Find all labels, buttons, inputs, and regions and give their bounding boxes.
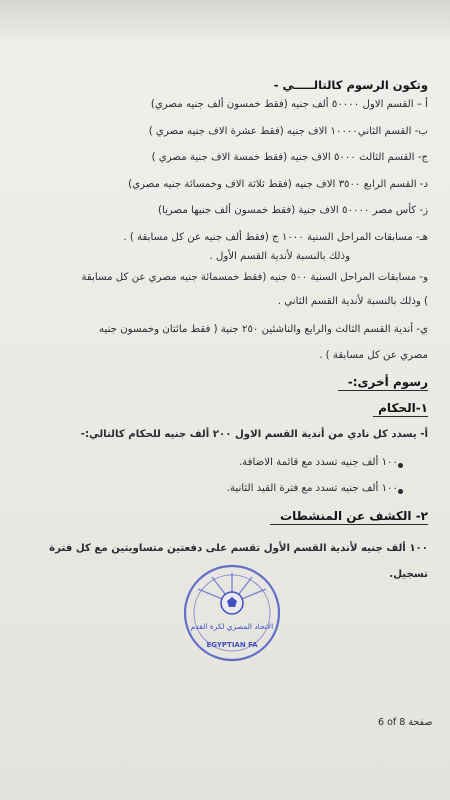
referees-title: ١-الحكام	[378, 401, 428, 415]
fee-line-8: و- مسابقات المراحل السنية ٥٠٠ جنيه (فقط خمسمائة جنيه مصري عن كل مسابقة	[81, 272, 428, 283]
stamp-english-text: EGYPTIAN FA	[206, 641, 258, 649]
doping-line-1: ١٠٠ ألف جنيه لأندية القسم الأول تقسم على دفعتين متساويتين مع كل فترة	[49, 543, 428, 554]
referees-underline	[373, 416, 428, 417]
referees-bullet-1: ١٠٠ ألف جنيه تسدد مع قائمة الاضافة.	[238, 457, 398, 468]
fee-line-2: ب- القسم الثاني١٠٠٠٠ الاف جنيه (فقط عشرة الاف جنيه مصري )	[148, 126, 428, 137]
other-fees-underline	[338, 390, 428, 391]
fee-line-6: هـ- مسابقات المراحل السنية ١٠٠٠ ج (فقط ألف جنيه عن كل مسابقة ) .	[123, 232, 428, 243]
fee-line-1: أ – القسم الاول ٥٠٠٠٠ ألف جنيه (فقط خمسون ألف جنيه مصري)	[150, 99, 428, 110]
stamp-arabic-text: الاتحاد المصري لكرة القدم	[190, 622, 274, 631]
fee-line-4: د- القسم الرابع ٣٥٠٠ الاف جنيه (فقط ثلاثة الاف وخمسائة جنيه مصري)	[128, 179, 428, 190]
fees-heading: وتكون الرسوم كالتالـــــي -	[273, 78, 428, 92]
fee-line-5: ز- كأس مصر ٥٠٠٠٠ الاف جنية (فقط خمسون ألف جنيها مصريا)	[157, 205, 428, 216]
bullet-dot	[398, 489, 403, 494]
fee-line-10: ي- أندية القسم الثالث والرابع والناشئين ٢٥٠ جنية ( فقط مائتان وخمسون جنيه	[99, 324, 428, 335]
referees-intro: أ- يسدد كل نادي من أندية القسم الاول ٢٠٠ ألف جنيه للحكام كالتالي:-	[80, 429, 428, 440]
fee-line-9: ) وذلك بالنسبة لأندية القسم الثاني .	[277, 296, 428, 307]
fee-line-3: ج- القسم الثالث ٥٠٠٠ الاف جنيه (فقط خمسة الاف جنية مصري )	[151, 152, 428, 163]
fee-line-7: وذلك بالنسبة لأندية القسم الأول .	[209, 251, 350, 262]
bullet-dot	[398, 463, 403, 468]
efa-stamp-seal	[182, 563, 282, 663]
page-number-footer: 6 of 8 صفحة	[378, 717, 433, 728]
referees-bullet-2: ١٠٠ ألف جنيه تسدد مع فترة القيد الثانية.	[226, 483, 398, 494]
doping-title: ٢- الكشف عن المنشطات	[280, 509, 428, 523]
page-top-shadow	[0, 0, 450, 44]
other-fees-title: رسوم أخرى:-	[347, 375, 428, 389]
doping-underline	[270, 524, 428, 525]
doping-line-2: تسجيل.	[389, 569, 428, 580]
fee-line-11: مصري عن كل مسابقة ) .	[319, 350, 428, 361]
